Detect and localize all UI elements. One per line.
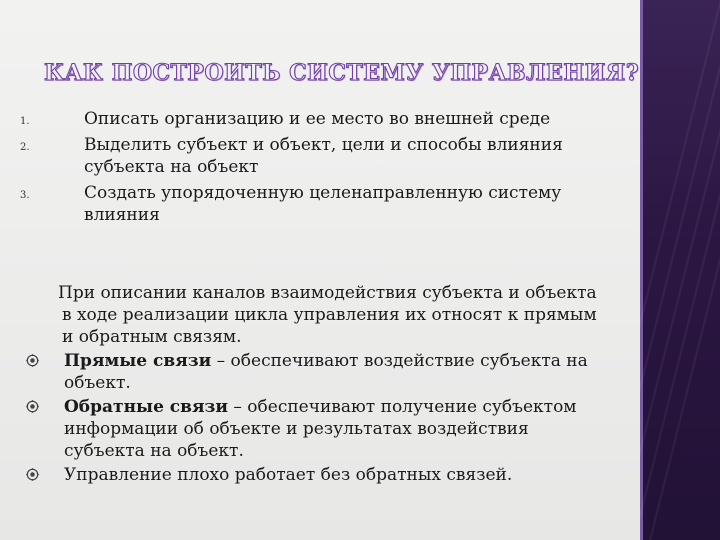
- numbered-item-text: Создать упорядоченную целенаправленную систему влияния: [84, 183, 562, 225]
- intro-paragraph: При описании каналов взаимодействия субъекта и объекта в ходе реализации цикла управления их относят к прямым и обратным связям.: [58, 283, 597, 347]
- number-marker: 3.: [20, 190, 30, 201]
- bullet-item: [20, 464, 600, 486]
- bullet-item: [20, 350, 600, 394]
- explanation-block: [20, 282, 600, 486]
- decorative-side-band: [640, 0, 720, 540]
- numbered-item-text: Описать организацию и ее место во внешней среде: [84, 109, 551, 129]
- numbered-list: [20, 108, 580, 230]
- gear-bullet-icon: [26, 354, 39, 367]
- gear-bullet-icon: [26, 400, 39, 413]
- bullet-text: Управление плохо работает без обратных связей.: [64, 465, 513, 485]
- numbered-item-text: Выделить субъект и объект, цели и способы влияния субъекта на объект: [84, 135, 563, 177]
- numbered-item: [20, 134, 580, 178]
- side-band-edge: [640, 0, 643, 540]
- bullet-bold-term: Прямые связи: [64, 351, 212, 371]
- side-band-stripe: [640, 0, 720, 540]
- number-marker: 1.: [20, 116, 30, 127]
- number-marker: 2.: [20, 142, 30, 153]
- bullet-text: – обеспечивают воздействие субъекта на объект.: [64, 351, 588, 393]
- numbered-item: [20, 108, 580, 130]
- gear-bullet-icon: [26, 468, 39, 481]
- bullet-bold-term: Обратные связи: [64, 397, 228, 417]
- numbered-item: [20, 182, 580, 226]
- bullet-item: [20, 396, 600, 462]
- bullet-text: – обеспечивают получение субъектом информации об объекте и результатах воздействия субъекта на объект.: [64, 397, 577, 461]
- slide-title: КАК ПОСТРОИТЬ СИСТЕМУ УПРАВЛЕНИЯ?: [44, 60, 640, 86]
